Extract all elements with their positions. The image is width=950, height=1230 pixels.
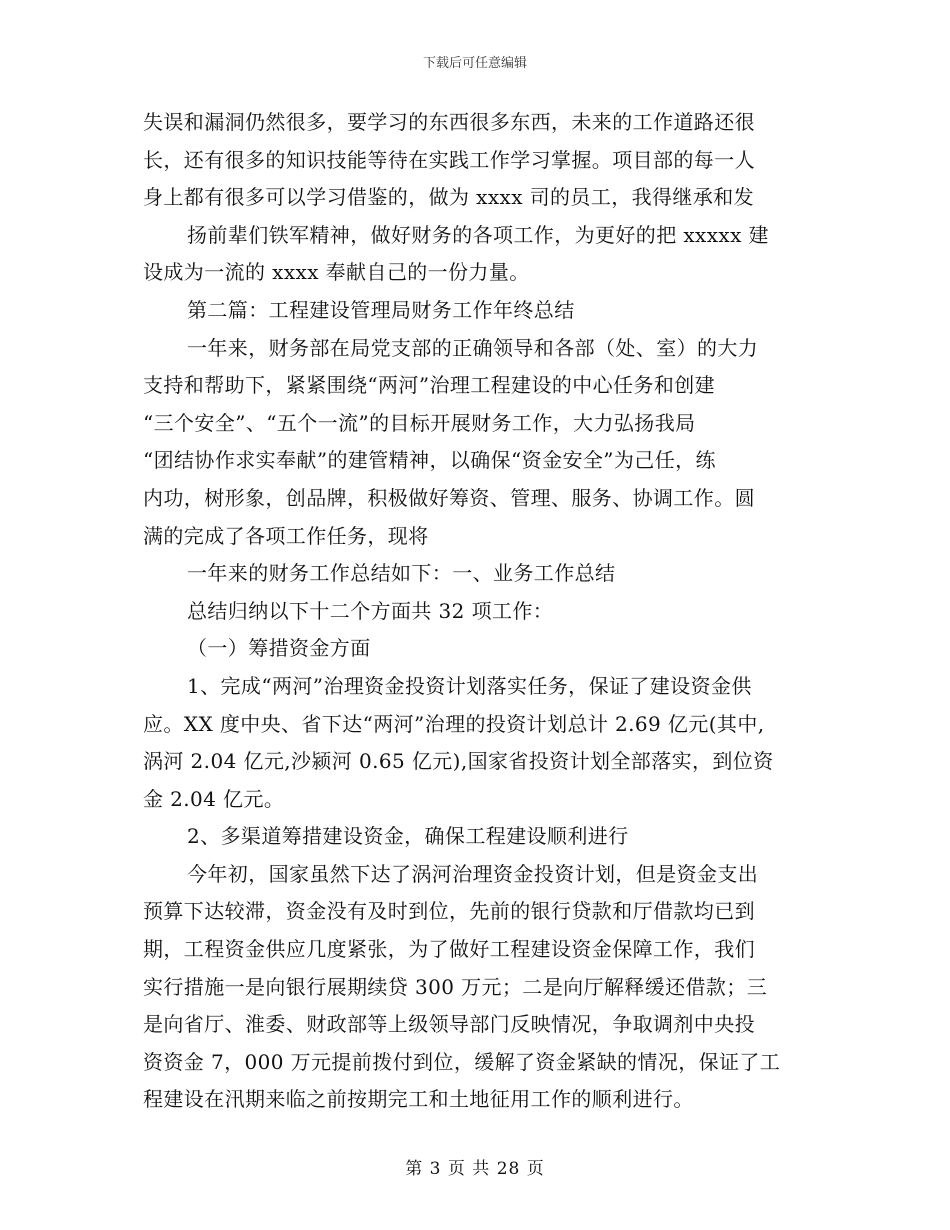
text-line: 预算下达较滞，资金没有及时到位，先前的银行贷款和厅借款均已到 <box>143 899 755 924</box>
text-line: “团结协作求实奉献”的建管精神，以确保“资金安全”为己任，练 <box>143 448 716 473</box>
document-body <box>143 104 813 1119</box>
text-line: 满的完成了各项工作任务，现将 <box>143 523 429 548</box>
text-line: 长，还有很多的知识技能等待在实践工作学习掌握。项目部的每一人 <box>143 147 755 172</box>
text-line: 支持和帮助下，紧紧围绕“两河”治理工程建设的中心任务和创建 <box>143 373 716 398</box>
text-line: 今年初，国家虽然下达了涡河治理资金投资计划，但是资金支出 <box>187 861 759 886</box>
text-line: 一年来，财务部在局党支部的正确领导和各部（处、室）的大力 <box>187 335 759 360</box>
text-line: 资资金 7，000 万元提前拨付到位，缓解了资金紧缺的情况，保证了工 <box>143 1049 781 1074</box>
text-line: 身上都有很多可以学习借鉴的，做为 xxxx 司的员工，我得继承和发 <box>143 185 755 210</box>
text-line: 设成为一流的 xxxx 奉献自己的一份力量。 <box>143 260 530 285</box>
text-line: 涡河 2.04 亿元,沙颍河 0.65 亿元),国家省投资计划全部落实，到位资 <box>143 749 774 774</box>
text-line: 1、完成“两河”治理资金投资计划落实任务，保证了建设资金供 <box>187 673 752 698</box>
page-number-footer: 第 3 页 共 28 页 <box>405 1159 545 1179</box>
text-line: 一年来的财务工作总结如下：一、业务工作总结 <box>187 561 616 586</box>
text-line: 扬前辈们铁军精神，做好财务的各项工作，为更好的把 xxxxx 建 <box>187 222 769 247</box>
text-line: 是向省厅、淮委、财政部等上级领导部门反映情况，争取调剂中央投 <box>143 1012 755 1037</box>
text-line: 失误和漏洞仍然很多，要学习的东西很多东西，未来的工作道路还很 <box>143 110 755 134</box>
text-line: “三个安全”、“五个一流”的目标开展财务工作，大力弘扬我局 <box>143 410 696 435</box>
page-header: 下载后可任意编辑 <box>422 56 527 71</box>
text-line: 期，工程资金供应几度紧张，为了做好工程建设资金保障工作，我们 <box>143 937 755 962</box>
text-line: 第二篇：工程建设管理局财务工作年终总结 <box>187 297 575 322</box>
text-line: （一）筹措资金方面 <box>187 636 371 661</box>
text-line: 实行措施一是向银行展期续贷 300 万元；二是向厅解释缓还借款；三 <box>143 974 768 999</box>
text-line: 程建设在汛期来临之前按期完工和土地征用工作的顺利进行。 <box>143 1087 694 1112</box>
text-line: 应。XX 度中央、省下达“两河”治理的投资计划总计 2.69 亿元(其中, <box>143 711 765 736</box>
text-line: 2、多渠道筹措建设资金，确保工程建设顺利进行 <box>187 824 629 849</box>
text-line: 总结归纳以下十二个方面共 32 项工作： <box>187 598 554 623</box>
text-line: 金 2.04 亿元。 <box>143 786 285 811</box>
text-line: 内功，树形象，创品牌，积极做好筹资、管理、服务、协调工作。圆 <box>143 485 755 510</box>
